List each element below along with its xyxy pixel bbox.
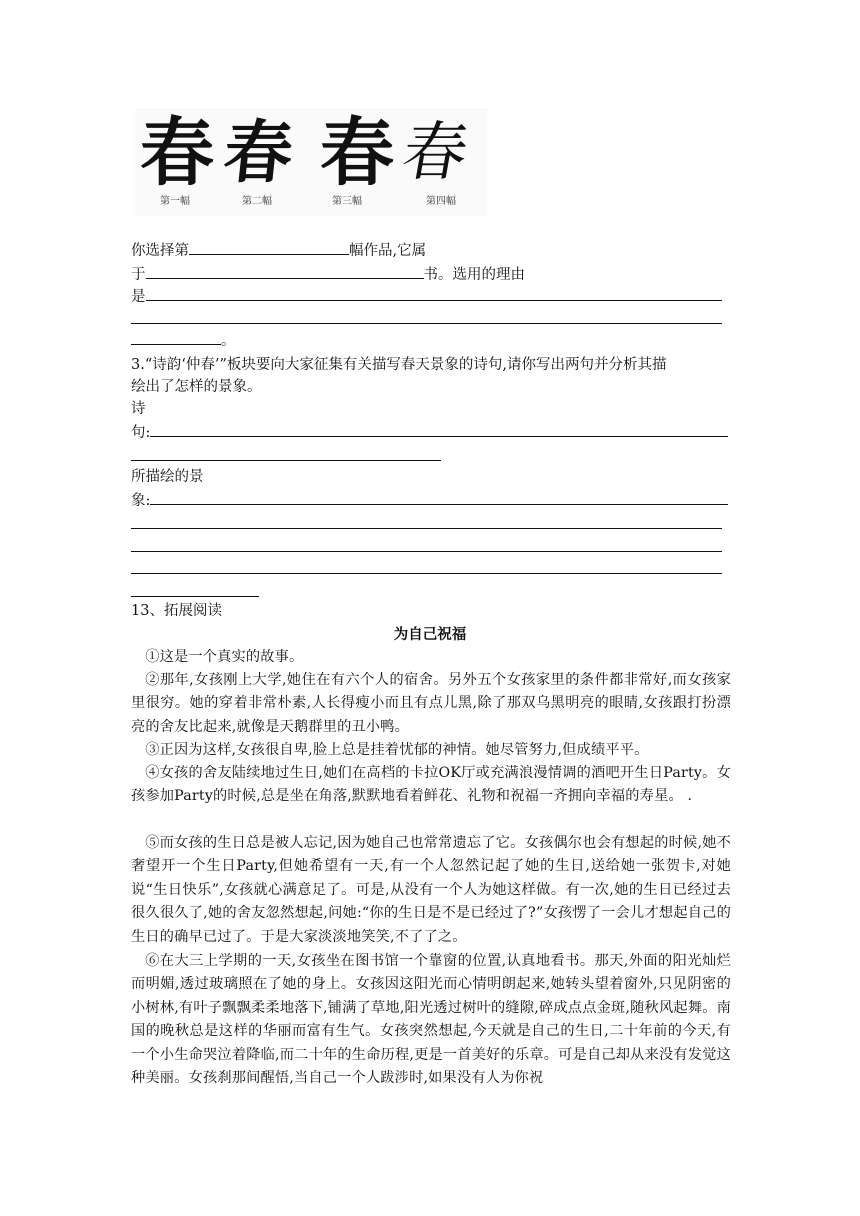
blank-reason-2[interactable] xyxy=(131,323,722,324)
caption-4: 第四幅 xyxy=(426,196,456,207)
scene-line xyxy=(131,490,728,512)
select-text-c: 于 xyxy=(131,267,146,283)
blank-poem-1[interactable] xyxy=(150,422,728,437)
reading-paragraph-2: ②那年,女孩刚上大学,她住在有六个人的宿舍。另外五个女孩家里的条件都非常好,而女孩家里很穷。她的穿着非常朴素,人长得瘦小而且有点儿黑,除了那双乌黑明亮的眼睛,女孩跟打扮漂亮的舍友比起来,就像是天鹅群里的丑小鸭。 xyxy=(131,672,731,735)
calligraphy-char-1: 春 xyxy=(140,110,214,196)
reading-heading: 13、拓展阅读 xyxy=(131,603,222,619)
blank-poem-2[interactable] xyxy=(131,460,441,461)
select-line-3 xyxy=(131,286,722,308)
caption-2: 第二幅 xyxy=(242,196,272,207)
scene-label-2: 象: xyxy=(131,493,151,509)
reading-paragraph-5: ⑤而女孩的生日总是被人忘记,因为她自己也常常遗忘了它。女孩偶尔也会有想起的时候,她不奢望开一个生日Party,但她希望有一天,有一个人忽然记起了她的生日,送给她一张贺卡,对她说“生日快乐”,女孩就心满意足了。可是,从没有一个人为她这样做。有一次,她的生日已经过去很久很久了,她的舍友忽然想起,问她:“你的生日是不是已经过了?”女孩愣了一会儿才想起自己的生日的确早已过了。于是大家淡淡地笑笑,不了了之。 xyxy=(131,835,731,945)
reading-paragraph-3: ③正因为这样,女孩很自卑,脸上总是挂着忧郁的神情。她尽管努力,但成绩平平。 xyxy=(145,742,649,758)
select-line-5 xyxy=(131,330,236,352)
select-line-1 xyxy=(131,240,426,262)
select-text-e: 是 xyxy=(131,289,146,305)
caption-3: 第三幅 xyxy=(332,196,362,207)
blank-scene-4[interactable] xyxy=(131,573,722,574)
calligraphy-char-2: 春 xyxy=(220,114,297,193)
calligraphy-char-3: 春 xyxy=(320,110,394,196)
select-text-b: 幅作品,它属 xyxy=(349,243,427,259)
caption-1: 第一幅 xyxy=(160,196,190,207)
blank-script[interactable] xyxy=(146,264,424,279)
reading-title: 为自己祝福 xyxy=(393,626,467,643)
blank-scene-2[interactable] xyxy=(131,528,722,529)
select-line-2 xyxy=(131,264,525,286)
reading-paragraph-4: ④女孩的舍友陆续地过生日,她们在高档的卡拉OK厅或充满浪漫情调的酒吧开生日Party。女孩参加Party的时候,总是坐在角落,默默地看着鲜花、礼物和祝福一齐拥向幸福的寿星。 . xyxy=(131,765,731,805)
blank-reason-3[interactable] xyxy=(131,330,221,345)
blank-scene-5[interactable] xyxy=(131,596,259,597)
q3-prompt-2: 绘出了怎样的景象。 xyxy=(131,379,262,395)
reading-paragraph-6: ⑥在大三上学期的一天,女孩坐在图书馆一个靠窗的位置,认真地看书。那天,外面的阳光灿烂而明媚,透过玻璃照在了她的身上。女孩因这阳光而心情明朗起来,她转头望着窗外,只见阴密的小树林,有叶子飘飘柔柔地落下,铺满了草地,阳光透过树叶的缝隙,碎成点点金斑,随秋风起舞。南国的晚秋总是这样的华丽而富有生气。女孩突然想起,今天就是自己的生日,二十年前的今天,有一个小生命哭泣着降临,而二十年的生命历程,更是一首美好的乐章。可是自己却从来没有发觉这种美丽。女孩刹那间醒悟,当自己一个人跋涉时,如果没有人为你祝 xyxy=(131,953,731,1087)
select-text-d: 书。选用的理由 xyxy=(423,267,525,283)
calligraphy-image xyxy=(135,108,487,216)
poem-line xyxy=(131,422,728,444)
blank-scene-1[interactable] xyxy=(150,490,728,505)
blank-scene-3[interactable] xyxy=(131,551,722,552)
select-text-end: 。 xyxy=(221,333,236,349)
q3-prompt-1: 3.“诗韵‘仲春’”板块要向大家征集有关描写春天景象的诗句,请你写出两句并分析其描 xyxy=(131,357,667,373)
blank-reason-1[interactable] xyxy=(146,286,722,301)
scene-label-1: 所描绘的景 xyxy=(131,469,204,485)
poem-label-1: 诗 xyxy=(131,401,146,417)
reading-paragraph-1: ①这是一个真实的故事。 xyxy=(145,649,304,665)
blank-choice[interactable] xyxy=(189,240,349,255)
select-text-a: 你选择第 xyxy=(131,243,189,259)
poem-label-2: 句: xyxy=(131,425,151,441)
calligraphy-char-4: 春 xyxy=(396,115,474,190)
